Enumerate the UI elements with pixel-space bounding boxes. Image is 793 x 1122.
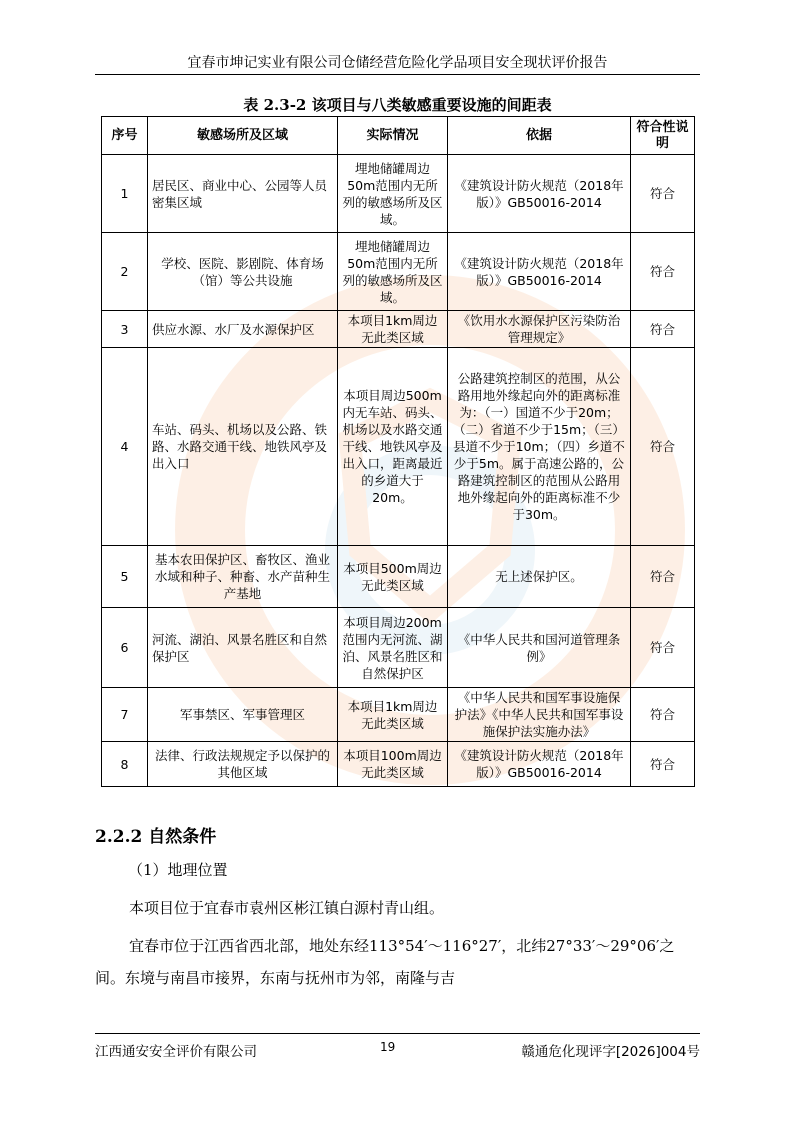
section-heading: 2.2.2 自然条件 [95,827,217,847]
row-result: 符合 [631,546,695,608]
table-row [102,688,695,742]
header-no: 序号 [102,117,148,155]
header-rule [95,74,700,75]
row-area: 军事禁区、军事管理区 [148,688,338,742]
header-basis: 依据 [448,117,631,155]
footer-doc-number: 赣通危化现评字[2026]004号 [521,1044,700,1060]
row-area: 河流、湖泊、风景名胜区和自然保护区 [148,608,338,688]
row-actual: 埋地储罐周边50m范围内无所列的敏感场所及区域。 [338,155,448,233]
sub-heading: （1）地理位置 [128,861,228,879]
table-row [102,546,695,608]
row-result: 符合 [631,688,695,742]
page-number: 19 [380,1040,396,1054]
row-result: 符合 [631,348,695,546]
row-no: 8 [102,742,148,787]
row-result: 符合 [631,311,695,348]
row-no: 7 [102,688,148,742]
row-no: 3 [102,311,148,348]
row-area: 基本农田保护区、畜牧区、渔业水域和种子、种畜、水产苗种生产基地 [148,546,338,608]
row-actual: 本项目1km周边无此类区域 [338,311,448,348]
row-no: 5 [102,546,148,608]
row-area: 居民区、商业中心、公园等人员密集区域 [148,155,338,233]
row-no: 2 [102,233,148,311]
table-row [102,233,695,311]
header-result: 符合性说明 [631,117,695,155]
row-basis: 《饮用水水源保护区污染防治管理规定》 [448,311,631,348]
row-result: 符合 [631,155,695,233]
paragraph-location: 本项目位于宜春市袁州区彬江镇白源村青山组。 [129,899,445,917]
running-head: 宜春市坤记实业有限公司仓储经营危险化学品项目安全现状评价报告 [187,55,608,71]
row-basis: 无上述保护区。 [448,546,631,608]
header-area: 敏感场所及区域 [148,117,338,155]
footer-company: 江西通安安全评价有限公司 [95,1044,257,1060]
table-row [102,155,695,233]
table-row [102,742,695,787]
row-no: 1 [102,155,148,233]
row-result: 符合 [631,608,695,688]
row-actual: 本项目周边200m范围内无河流、湖泊、风景名胜区和自然保护区 [338,608,448,688]
row-actual: 埋地储罐周边50m范围内无所列的敏感场所及区域。 [338,233,448,311]
row-no: 6 [102,608,148,688]
row-basis: 《中华人民共和国军事设施保护法》《中华人民共和国军事设施保护法实施办法》 [448,688,631,742]
footer-rule [95,1033,700,1034]
row-result: 符合 [631,742,695,787]
row-actual: 本项目1km周边无此类区域 [338,688,448,742]
table-row [102,311,695,348]
table-row [102,608,695,688]
facilities-distance-table [101,116,695,787]
row-actual: 本项目500m周边无此类区域 [338,546,448,608]
row-result: 符合 [631,233,695,311]
row-basis: 公路建筑控制区的范围，从公路用地外缘起向外的距离标准为：（一）国道不少于20m；（二）省道不少于15m；（三）县道不少于10m；（四）乡道不少于5m。属于高速公路的，公路建筑控制区的范围从公路用地外缘起向外的距离标准不少于30m。 [448,348,631,546]
table-header-row [102,117,695,155]
row-area: 学校、医院、影剧院、体育场（馆）等公共设施 [148,233,338,311]
row-basis: 《中华人民共和国河道管理条例》 [448,608,631,688]
row-area: 法律、行政法规规定予以保护的其他区域 [148,742,338,787]
table-caption: 表 2.3-2 该项目与八类敏感重要设施的间距表 [243,96,552,114]
table-row [102,348,695,546]
row-area: 供应水源、水厂及水源保护区 [148,311,338,348]
row-basis: 《建筑设计防火规范（2018年版）》GB50016-2014 [448,233,631,311]
row-actual: 本项目100m周边无此类区域 [338,742,448,787]
paragraph-geography: 宜春市位于江西省西北部，地处东经113°54′～116°27′，北纬27°33′～29°06′之间。东境与南昌市接界，东南与抚州市为邻，南隆与吉 [95,937,675,987]
row-basis: 《建筑设计防火规范（2018年版）》GB50016-2014 [448,742,631,787]
row-basis: 《建筑设计防火规范（2018年版）》GB50016-2014 [448,155,631,233]
row-area: 车站、码头、机场以及公路、铁路、水路交通干线、地铁风亭及出入口 [148,348,338,546]
row-no: 4 [102,348,148,546]
row-actual: 本项目周边500m内无车站、码头、机场以及水路交通干线、地铁风亭及出入口，距离最近的乡道大于20m。 [338,348,448,546]
header-actual: 实际情况 [338,117,448,155]
